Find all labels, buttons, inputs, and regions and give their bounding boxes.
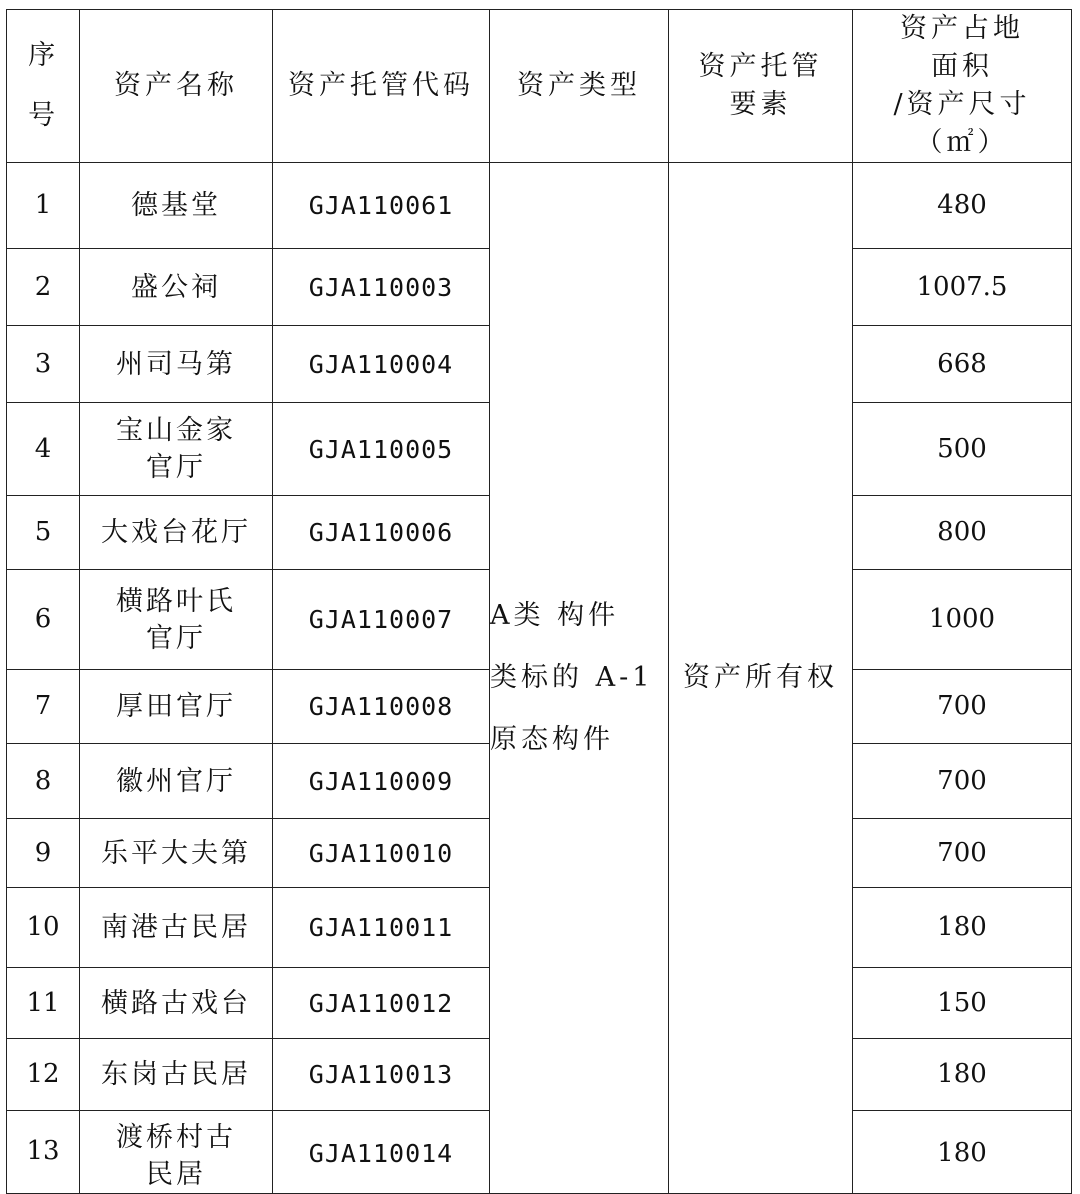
cell-area: 800 xyxy=(853,496,1072,570)
asset-table xyxy=(6,9,1072,1194)
cell-area: 1000 xyxy=(853,570,1072,670)
cell-area: 150 xyxy=(853,968,1072,1039)
cell-seq: 4 xyxy=(7,403,80,496)
header-area: 资产占地 面积 /资产尺寸 （㎡） xyxy=(853,10,1072,163)
cell-code: GJA110007 xyxy=(273,570,490,670)
cell-name: 盛公祠 xyxy=(80,249,273,326)
cell-code: GJA110012 xyxy=(273,968,490,1039)
cell-area: 700 xyxy=(853,819,1072,888)
merged-type-cell xyxy=(490,163,669,1194)
cell-seq: 7 xyxy=(7,670,80,744)
cell-seq: 11 xyxy=(7,968,80,1039)
table-row xyxy=(7,163,1072,249)
cell-name: 东岗古民居 xyxy=(80,1039,273,1111)
cell-area: 500 xyxy=(853,403,1072,496)
cell-name: 德基堂 xyxy=(80,163,273,249)
cell-area: 1007.5 xyxy=(853,249,1072,326)
cell-seq: 10 xyxy=(7,888,80,968)
cell-area: 180 xyxy=(853,1039,1072,1111)
cell-name: 厚田官厅 xyxy=(80,670,273,744)
cell-code: GJA110009 xyxy=(273,744,490,819)
cell-seq: 9 xyxy=(7,819,80,888)
cell-code: GJA110003 xyxy=(273,249,490,326)
cell-area: 480 xyxy=(853,163,1072,249)
cell-name: 徽州官厅 xyxy=(80,744,273,819)
cell-name: 乐平大夫第 xyxy=(80,819,273,888)
cell-seq: 3 xyxy=(7,326,80,403)
cell-area: 180 xyxy=(853,888,1072,968)
cell-seq: 6 xyxy=(7,570,80,670)
type-line-1: A类 构件 xyxy=(490,600,620,631)
cell-seq: 13 xyxy=(7,1111,80,1194)
header-element: 资产托管要素 xyxy=(669,10,853,163)
header-name: 资产名称 xyxy=(80,10,273,163)
cell-area: 180 xyxy=(853,1111,1072,1194)
cell-name: 渡桥村古民居 xyxy=(80,1111,273,1194)
cell-name: 宝山金家官厅 xyxy=(80,403,273,496)
cell-code: GJA110004 xyxy=(273,326,490,403)
cell-code: GJA110010 xyxy=(273,819,490,888)
cell-seq: 12 xyxy=(7,1039,80,1111)
cell-code: GJA110006 xyxy=(273,496,490,570)
cell-area: 668 xyxy=(853,326,1072,403)
type-line-2: 类标的 A-1 xyxy=(490,662,654,693)
cell-name: 横路古戏台 xyxy=(80,968,273,1039)
cell-seq: 5 xyxy=(7,496,80,570)
type-line-3: 原态构件 xyxy=(490,724,614,755)
cell-name: 横路叶氏官厅 xyxy=(80,570,273,670)
cell-seq: 1 xyxy=(7,163,80,249)
header-type: 资产类型 xyxy=(490,10,669,163)
header-seq: 序号 xyxy=(7,10,80,163)
cell-code: GJA110008 xyxy=(273,670,490,744)
header-row xyxy=(7,10,1072,163)
cell-seq: 2 xyxy=(7,249,80,326)
header-code: 资产托管代码 xyxy=(273,10,490,163)
cell-code: GJA110011 xyxy=(273,888,490,968)
cell-code: GJA110014 xyxy=(273,1111,490,1194)
cell-code: GJA110061 xyxy=(273,163,490,249)
cell-seq: 8 xyxy=(7,744,80,819)
merged-element-cell xyxy=(669,163,853,1194)
cell-area: 700 xyxy=(853,670,1072,744)
cell-code: GJA110013 xyxy=(273,1039,490,1111)
cell-name: 州司马第 xyxy=(80,326,273,403)
cell-name: 南港古民居 xyxy=(80,888,273,968)
cell-area: 700 xyxy=(853,744,1072,819)
cell-name: 大戏台花厅 xyxy=(80,496,273,570)
cell-code: GJA110005 xyxy=(273,403,490,496)
element-line-1: 资产所有权 xyxy=(683,662,838,693)
